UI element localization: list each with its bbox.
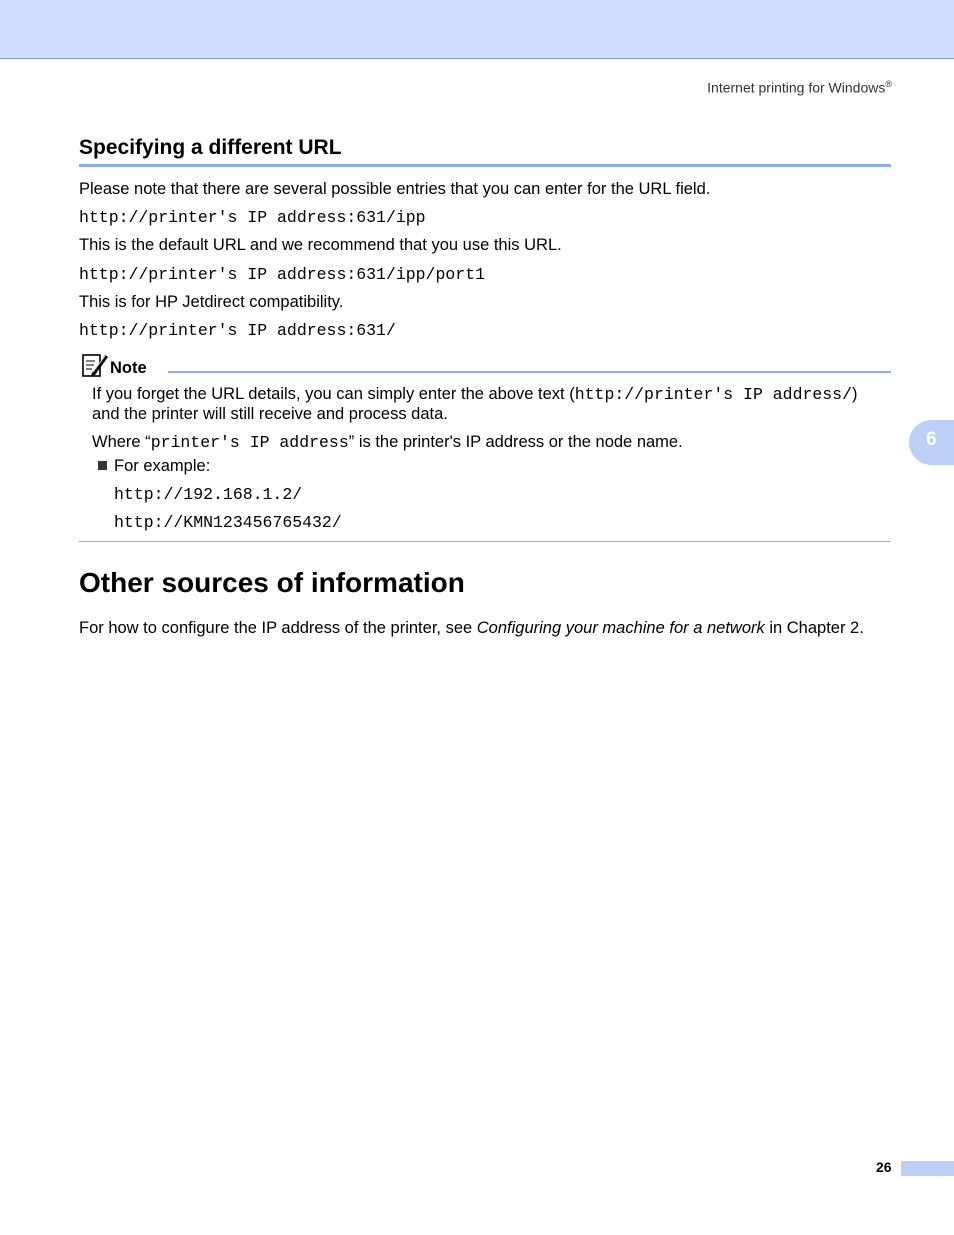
url-entry-1: http://printer's IP address:631/ipp xyxy=(79,208,426,227)
section-heading-url: Specifying a different URL xyxy=(79,136,891,167)
note-line-2: and the printer will still receive and process data. xyxy=(92,405,448,423)
other-sources-paragraph: For how to configure the IP address of the printer, see Configuring your machine for a network in Chapter 2. xyxy=(79,619,864,637)
url-entry-2: http://printer's IP address:631/ipp/port1 xyxy=(79,265,485,284)
intro-paragraph: Please note that there are several possible entries that you can enter for the URL field. xyxy=(79,180,711,198)
chapter-number: 6 xyxy=(926,429,937,450)
note-bullet-text: For example: xyxy=(114,457,211,475)
example-url-1: http://192.168.1.2/ xyxy=(114,485,303,504)
url-entry-2-desc: This is for HP Jetdirect compatibility. xyxy=(79,293,344,311)
url-entry-3: http://printer's IP address:631/ xyxy=(79,321,396,340)
page-number: 26 xyxy=(876,1159,892,1175)
running-header: Internet printing for Windows® xyxy=(707,79,892,96)
bullet-square-icon xyxy=(98,461,107,470)
note-label: Note xyxy=(110,359,147,377)
note-bottom-rule xyxy=(79,541,891,542)
note-top-rule xyxy=(168,371,891,373)
note-line-1: If you forget the URL details, you can simply enter the above text (http://printer's IP address/) xyxy=(92,385,858,404)
section-heading-other-sources: Other sources of information xyxy=(79,567,465,598)
note-header xyxy=(79,352,891,380)
header-band xyxy=(0,0,954,59)
note-where-line: Where “printer's IP address” is the printer's IP address or the node name. xyxy=(92,433,683,452)
example-url-2: http://KMN123456765432/ xyxy=(114,513,342,532)
note-pencil-icon xyxy=(81,352,109,378)
url-entry-1-desc: This is the default URL and we recommend that you use this URL. xyxy=(79,236,562,254)
page-number-bar xyxy=(901,1161,954,1176)
